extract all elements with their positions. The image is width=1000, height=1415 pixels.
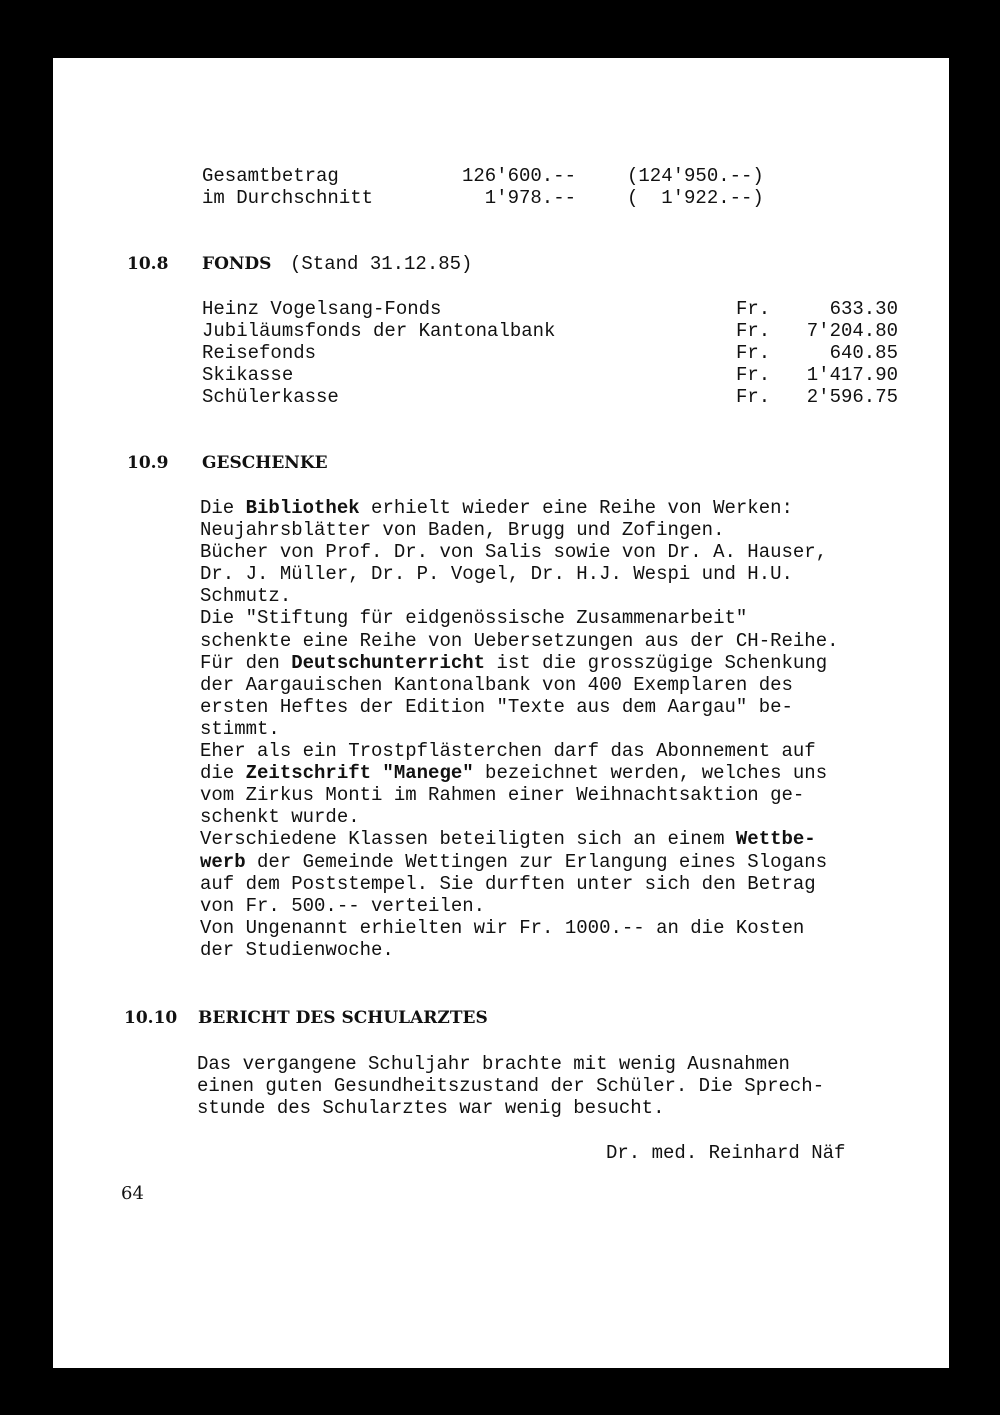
average-label: im Durchschnitt	[202, 187, 374, 209]
fund-currency: Fr.	[736, 298, 771, 320]
fund-amount: 633.30	[829, 298, 898, 320]
fund-currency: Fr.	[736, 386, 771, 408]
fund-currency: Fr.	[736, 342, 771, 364]
total-current: 126'600.--	[461, 165, 576, 187]
total-label: Gesamtbetrag	[202, 165, 339, 187]
fund-currency: Fr.	[736, 364, 771, 386]
section-subtitle: (Stand 31.12.85)	[290, 253, 473, 275]
doctor-report-paragraph: Das vergangene Schuljahr brachte mit wenig Ausnahmen einen guten Gesundheitszustand der Schüler. Die Sprech- stunde des Schularztes war wenig besucht.	[197, 1053, 825, 1120]
average-current: 1'978.--	[484, 187, 576, 209]
section-number: 10.9	[127, 453, 169, 473]
section-number: 10.10	[124, 1008, 178, 1028]
page-number: 64	[121, 1183, 144, 1204]
fund-name: Jubiläumsfonds der Kantonalbank	[202, 320, 556, 342]
fund-amount: 2'596.75	[806, 386, 898, 408]
fund-name: Reisefonds	[202, 342, 317, 364]
fund-currency: Fr.	[736, 320, 771, 342]
section-number: 10.8	[127, 254, 169, 274]
signature: Dr. med. Reinhard Näf	[606, 1142, 846, 1164]
fund-name: Skikasse	[202, 364, 294, 386]
fund-name: Schülerkasse	[202, 386, 339, 408]
section-title: GESCHENKE	[202, 453, 328, 473]
fund-amount: 640.85	[829, 342, 898, 364]
fund-amount: 7'204.80	[806, 320, 898, 342]
average-previous: ( 1'922.--)	[627, 187, 764, 209]
fund-name: Heinz Vogelsang-Fonds	[202, 298, 442, 320]
fund-amount: 1'417.90	[806, 364, 898, 386]
section-title: BERICHT DES SCHULARZTES	[198, 1008, 488, 1028]
gifts-paragraph: Die Bibliothek erhielt wieder eine Reihe von Werken: Neujahrsblätter von Baden, Brugg und Zofingen. Bücher von Prof. Dr. von Salis sowie von Dr. A. Hauser, Dr. J. Müller, Dr. P. Vogel, Dr. H.J. Wespi und H.U. Schmutz. Die "Stiftung für eidgenössische Zusammenarbeit" schenkte eine Reihe von Uebersetzungen aus der CH-Reihe. Für den Deutschunterricht ist die grosszügige Schenkung der Aargauischen Kantonalbank von 400 Exemplaren des ersten Heftes der Edition "Texte aus dem Aargau" be- stimmt. Eher als ein Trostpflästerchen darf das Abonnement auf die Zeitschrift "Manege" bezeichnet werden, welches uns vom Zirkus Monti im Rahmen einer Weihnachtsaktion ge- schenkt wurde. Verschiedene Klassen beteiligten sich an einem Wettbe- werb der Gemeinde Wettingen zur Erlangung eines Slogans auf dem Poststempel. Sie durften unter sich den Betrag von Fr. 500.-- verteilen. Von Ungenannt erhielten wir Fr. 1000.-- an die Kosten der Studienwoche.	[200, 497, 839, 961]
total-previous: (124'950.--)	[627, 165, 764, 187]
section-title: FONDS	[202, 254, 272, 274]
